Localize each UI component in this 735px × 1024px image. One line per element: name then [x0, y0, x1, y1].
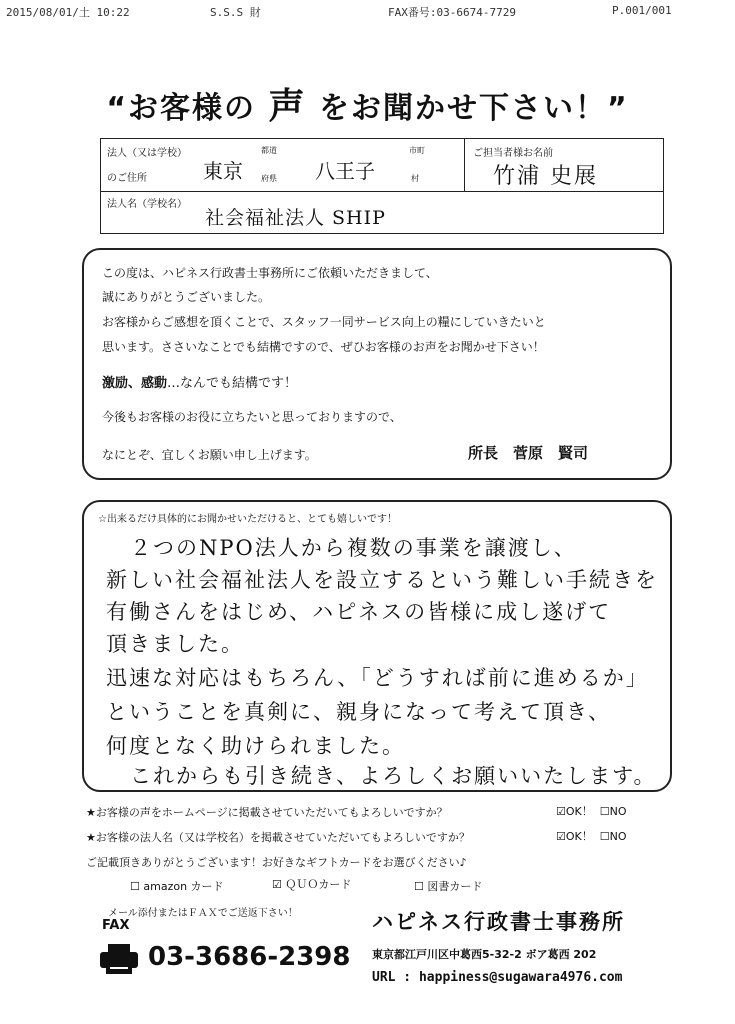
gift-quo-label: ＱＵＯカード — [285, 878, 352, 891]
info-divider — [464, 139, 465, 191]
q2-ok-checkbox[interactable]: ☑ — [556, 830, 566, 843]
comment-line-4: 頂きました。 — [106, 632, 244, 656]
to-dou-label: 都道 — [261, 146, 277, 155]
message-line-6: 今後もお客様のお役に立ちたいと思っておりますので、 — [102, 410, 402, 424]
q2-no-checkbox[interactable]: ☐ — [599, 830, 610, 843]
office-address: 東京都江戸川区中葛西5-32-2 ボア葛西 202 — [372, 948, 597, 961]
fu-ken-label: 府県 — [261, 174, 277, 183]
fax-sender-number: FAX番号:03-6674-7729 — [388, 6, 516, 19]
q1-no-label: NO — [609, 805, 627, 818]
gift-amazon-label: amazon カード — [143, 880, 224, 893]
gift-tosho-label: 図書カード — [427, 880, 483, 893]
thank-you-message — [82, 248, 672, 480]
comment-line-5: 迅速な対応はもちろん、「どうすれば前に進めるか」 — [106, 666, 649, 690]
q1-ok-checkbox[interactable]: ☑ — [556, 805, 566, 818]
q1-options — [556, 803, 627, 819]
customer-comment-box — [82, 500, 672, 792]
send-instruction: メール添付またはＦＡＸでご送返下さい！ — [108, 908, 298, 919]
q2-ok-label: OK！ — [565, 830, 593, 843]
gift-card-intro: ご記載頂きありがとうございます！お好きなギフトカードをお選びください♪ — [86, 856, 467, 869]
fax-label: FAX — [102, 918, 130, 933]
info-row-org — [101, 191, 663, 233]
title-prefix: “お客様の — [106, 91, 257, 126]
q2-no-label: NO — [609, 830, 627, 843]
title-suffix: をお聞かせ下さい！” — [318, 91, 629, 126]
address-label-1: 法人（又は学校） — [107, 148, 187, 159]
shi-cho-label: 市町 — [409, 146, 425, 155]
gift-quo-checkbox[interactable]: ☑ — [272, 878, 282, 891]
fax-number: 03-3686-2398 — [148, 942, 351, 972]
q1-no-checkbox[interactable]: ☐ — [599, 805, 610, 818]
question-publish-voice: ★お客様の声をホームページに掲載させていただいてもよろしいですか？ — [86, 806, 448, 819]
question-publish-name: ★お客様の法人名（又は学校名）を掲載させていただいてもよろしいですか？ — [86, 831, 470, 844]
comment-line-2: 新しい社会福祉法人を設立するという難しい手続きを — [106, 568, 658, 592]
contact-value: 竹浦 史展 — [493, 164, 598, 189]
q1-ok-label: OK！ — [565, 805, 593, 818]
fax-datetime: 2015/08/01/土 10:22 — [6, 6, 130, 19]
page-title — [0, 78, 735, 129]
customer-info-table — [100, 138, 664, 234]
address-label-2: のご住所 — [107, 173, 147, 184]
fax-sender: S.S.S 財 — [210, 6, 261, 19]
fax-header — [0, 4, 735, 20]
director-signature: 所長 菅原 賢司 — [468, 444, 589, 462]
info-row-address — [101, 139, 663, 192]
fax-page: P.001/001 — [612, 4, 672, 17]
office-name: ハピネス行政書士事務所 — [372, 910, 625, 934]
comment-line-7: 何度となく助けられました。 — [106, 734, 405, 758]
message-line-5-rest: …なんでも結構です！ — [167, 376, 298, 391]
title-emphasis: 声 — [268, 86, 307, 127]
gift-tosho — [414, 878, 482, 894]
comment-instruction: ☆出来るだけ具体的にお聞かせいただけると、とても嬉しいです！ — [98, 514, 397, 525]
comment-line-3: 有働さんをはじめ、ハピネスの皆様に成し遂げて — [106, 600, 612, 624]
comment-line-1: ２つのNPO法人から複数の事業を譲渡し、 — [130, 536, 577, 560]
comment-line-6: ということを真剣に、親身になって考えて頂き、 — [106, 700, 612, 724]
message-line-7: なにとぞ、宜しくお願い申し上げます。 — [102, 448, 317, 462]
prefecture-value: 東京 — [203, 159, 243, 183]
gift-amazon — [130, 878, 224, 894]
contact-label: ご担当者様お名前 — [473, 148, 553, 159]
son-label: 村 — [411, 174, 419, 183]
office-url: URL : happiness@sugawara4976.com — [372, 970, 623, 985]
gift-tosho-checkbox[interactable]: ☐ — [414, 880, 424, 893]
message-line-4: 思います。ささいなことでも結構ですので、ぜひお客様のお声をお聞かせ下さい！ — [102, 340, 545, 354]
org-label: 法人名（学校名） — [107, 199, 187, 210]
comment-line-8: これからも引き続き、よろしくお願いいたします。 — [130, 764, 657, 788]
message-line-2: 誠にありがとうございました。 — [102, 290, 271, 304]
q2-options — [556, 828, 627, 844]
message-line-1: この度は、ハピネス行政書士事務所にご依頼いただきまして、 — [102, 266, 438, 280]
fax-machine-icon — [100, 944, 138, 974]
message-line-5 — [102, 372, 297, 391]
city-value: 八王子 — [315, 159, 375, 183]
gift-amazon-checkbox[interactable]: ☐ — [130, 880, 140, 893]
org-value: 社会福祉法人 SHIP — [205, 207, 386, 229]
message-line-3: お客様からご感想を頂くことで、スタッフ一同サービス向上の糧にしていきたいと — [102, 315, 546, 329]
message-emphasis: 激励、感動 — [102, 376, 168, 391]
gift-quo — [272, 876, 351, 892]
